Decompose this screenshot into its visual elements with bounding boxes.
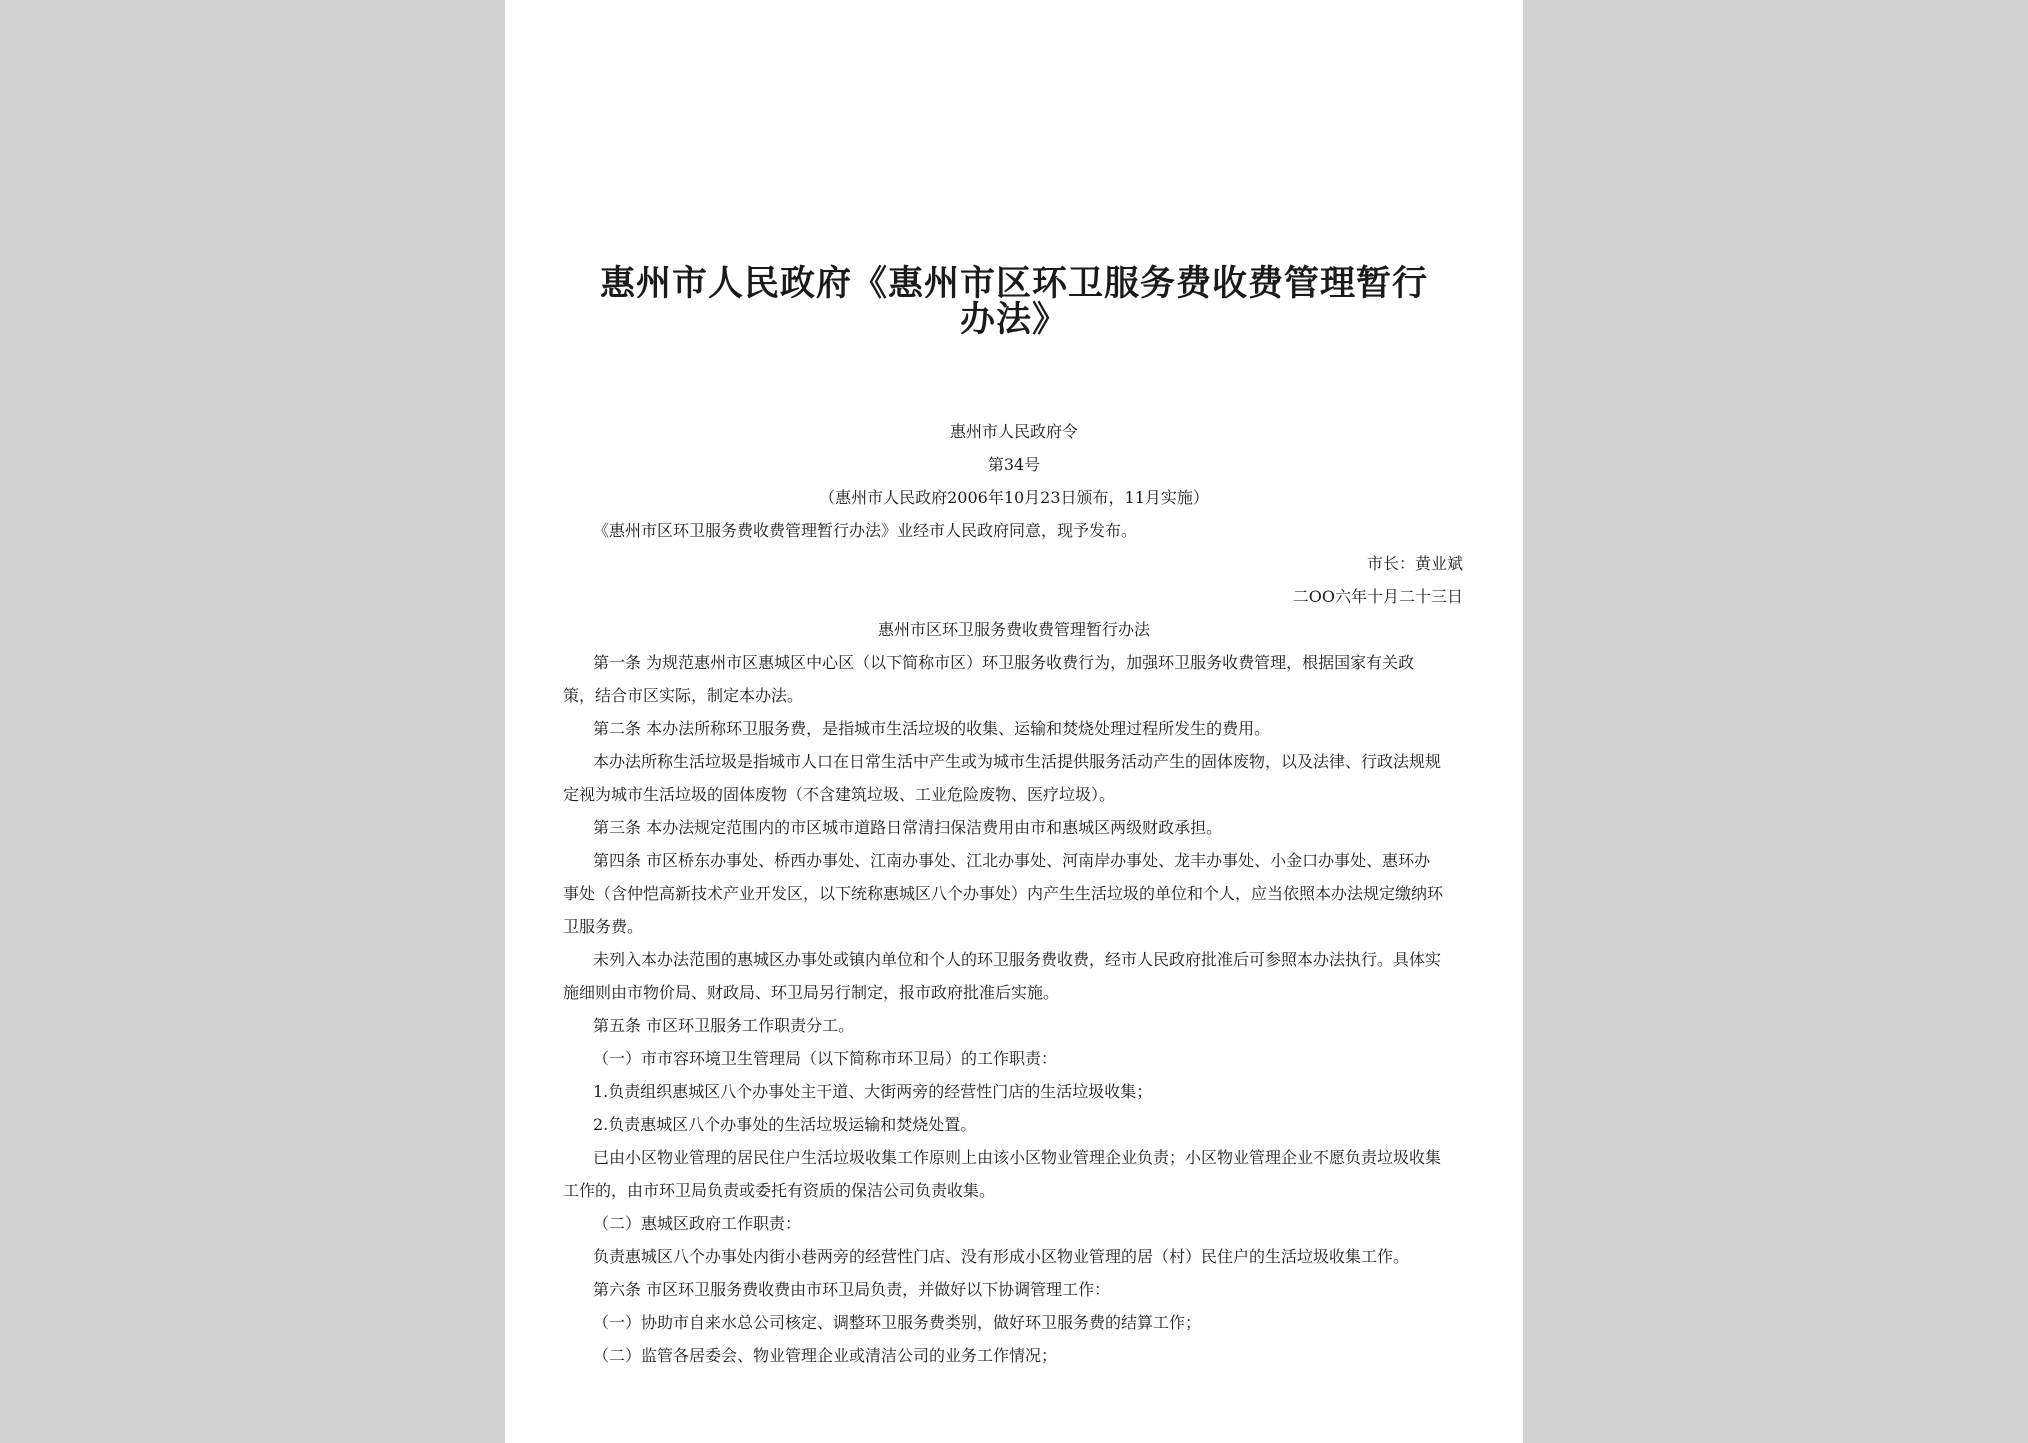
body-line: 卫服务费。	[563, 917, 644, 936]
body-line: （一）协助市自来水总公司核定、调整环卫服务费类别，做好环卫服务费的结算工作；	[593, 1313, 1202, 1332]
intro-text: 《惠州市区环卫服务费收费管理暂行办法》业经市人民政府同意，现予发布。	[593, 521, 1138, 540]
body-line: （一）市市容环境卫生管理局（以下简称市环卫局）的工作职责：	[593, 1049, 1058, 1068]
body-line: 施细则由市物价局、财政局、环卫局另行制定，报市政府批准后实施。	[563, 983, 1060, 1002]
regulation-subtitle: 惠州市区环卫服务费收费管理暂行办法	[877, 620, 1150, 639]
order-number: 第34号	[987, 455, 1041, 474]
mayor-signature: 市长：黄业斌	[1366, 554, 1463, 573]
body-line: 本办法所称生活垃圾是指城市人口在日常生活中产生或为城市生活提供服务活动产生的固体废物，以及法律、行政法规规	[593, 752, 1442, 771]
body-line: 第一条 为规范惠州市区惠城区中心区（以下简称市区）环卫服务收费行为，加强环卫服务收费管理，根据国家有关政	[593, 653, 1415, 672]
body-line: 定视为城市生活垃圾的固体废物（不含建筑垃圾、工业危险废物、医疗垃圾）。	[563, 785, 1116, 804]
body-line: 负责惠城区八个办事处内街小巷两旁的经营性门店、没有形成小区物业管理的居（村）民住户的生活垃圾收集工作。	[593, 1247, 1410, 1266]
body-line: 已由小区物业管理的居民住户生活垃圾收集工作原则上由该小区物业管理企业负责；小区物业管理企业不愿负责垃圾收集	[593, 1148, 1442, 1167]
body-line: 第五条 市区环卫服务工作职责分工。	[593, 1016, 855, 1035]
body-line: 第六条 市区环卫服务费收费由市环卫局负责，并做好以下协调管理工作：	[593, 1280, 1111, 1299]
body-line: 第三条 本办法规定范围内的市区城市道路日常清扫保洁费用由市和惠城区两级财政承担。	[593, 818, 1223, 837]
order-issuer: 惠州市人民政府令	[949, 422, 1078, 441]
body-line: 未列入本办法范围的惠城区办事处或镇内单位和个人的环卫服务费收费，经市人民政府批准后可参照本办法执行。具体实	[593, 950, 1442, 969]
body-line: （二）监管各居委会、物业管理企业或清洁公司的业务工作情况；	[593, 1346, 1058, 1365]
body-line: 第四条 市区桥东办事处、桥西办事处、江南办事处、江北办事处、河南岸办事处、龙丰办事处、小金口办事处、惠环办	[593, 851, 1431, 870]
document-title-line-2: 办法》	[959, 299, 1068, 340]
body-line: 第二条 本办法所称环卫服务费，是指城市生活垃圾的收集、运输和焚烧处理过程所发生的费用。	[593, 719, 1271, 738]
body-line: 事处（含仲恺高新技术产业开发区，以下统称惠城区八个办事处）内产生生活垃圾的单位和个人，应当依照本办法规定缴纳环	[563, 884, 1444, 903]
issue-date: 二OO六年十月二十三日	[1292, 587, 1463, 606]
body-line: 策，结合市区实际，制定本办法。	[563, 686, 804, 705]
body-line: 2.负责惠城区八个办事处的生活垃圾运输和焚烧处置。	[593, 1115, 977, 1134]
issue-note: （惠州市人民政府2006年10月23日颁布，11月实施）	[819, 488, 1209, 507]
body-line: 1.负责组织惠城区八个办事处主干道、大街两旁的经营性门店的生活垃圾收集；	[593, 1082, 1153, 1101]
body-line: 工作的，由市环卫局负责或委托有资质的保洁公司负责收集。	[563, 1181, 996, 1200]
document-page	[505, 0, 1523, 1443]
document-title-line-1: 惠州市人民政府《惠州市区环卫服务费收费管理暂行	[599, 263, 1428, 304]
body-line: （二）惠城区政府工作职责：	[593, 1214, 802, 1233]
